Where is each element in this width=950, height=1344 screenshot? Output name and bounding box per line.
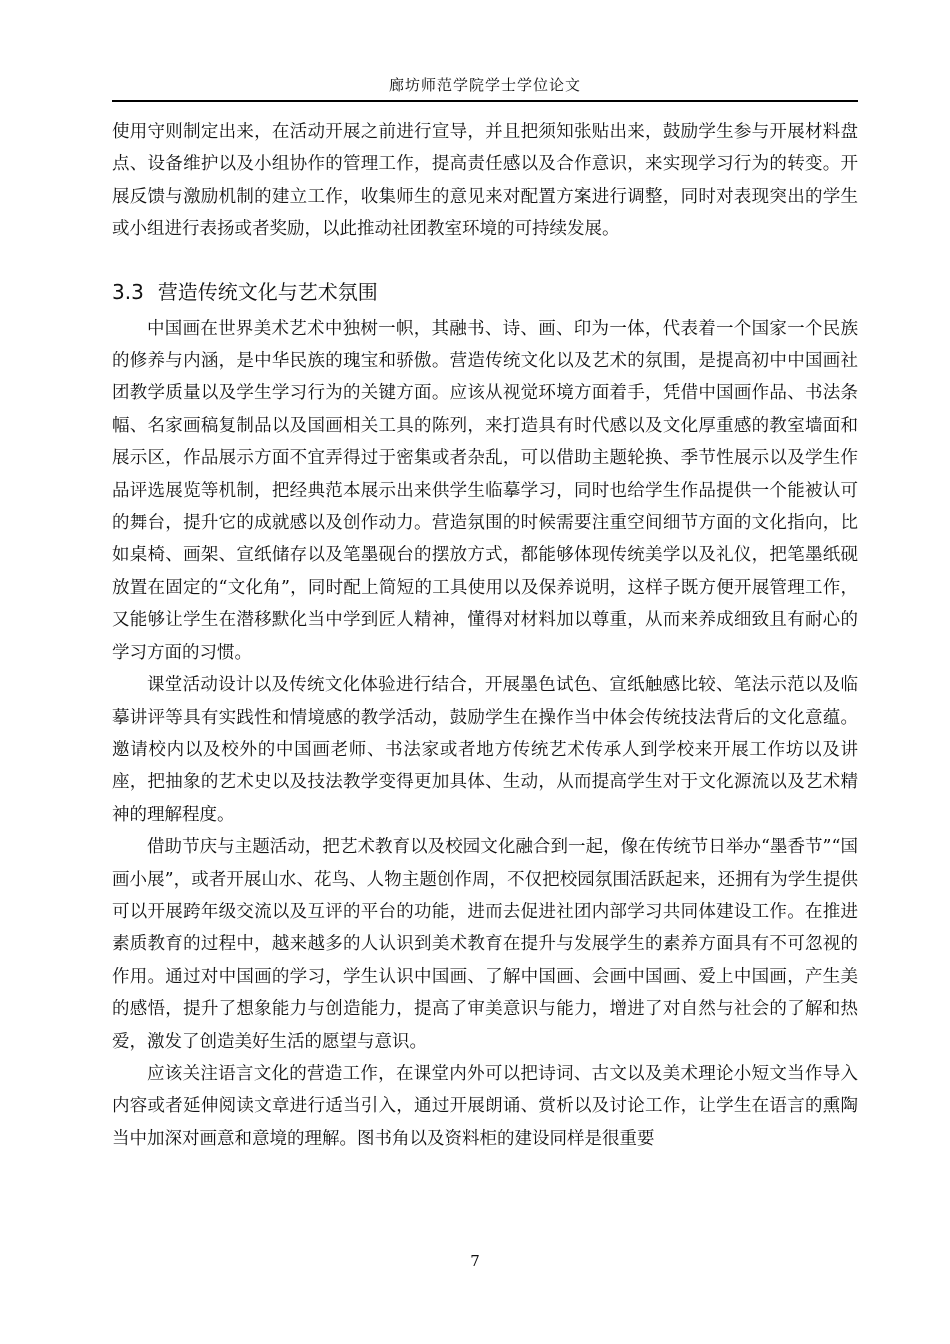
section-number: 3.3 (112, 279, 144, 304)
section-heading (112, 276, 858, 305)
page-body (112, 116, 858, 1155)
page-number: 7 (470, 1252, 480, 1270)
running-header: 廊坊师范学院学士学位论文 (388, 76, 581, 94)
body-paragraph: 借助节庆与主题活动，把艺术教育以及校园文化融合到一起，像在传统节日举办“墨香节”“国画小展”，或者开展山水、花鸟、人物主题创作周，不仅把校园氛围活跃起来，还拥有为学生提供可以开展跨年级交流以及互评的平台的功能，进而去促进社团内部学习共同体建设工作。在推进素质教育的过程中，越来越多的人认识到美术教育在提升与发展学生的素养方面具有不可忽视的作用。通过对中国画的学习，学生认识中国画、了解中国画、会画中国画、爱上中国画，产生美的感悟，提升了想象能力与创造能力，提高了审美意识与能力，增进了对自然与社会的了解和热爱，激发了创造美好生活的愿望与意识。 (112, 837, 858, 1052)
body-paragraph: 应该关注语言文化的营造工作，在课堂内外可以把诗词、古文以及美术理论小短文当作导入内容或者延伸阅读文章进行适当引入，通过开展朗诵、赏析以及讨论工作，让学生在语言的熏陶当中加深对画意和意境的理解。图书角以及资料柜的建设同样是很重要 (112, 1063, 858, 1149)
section-title: 营造传统文化与艺术氛围 (157, 279, 378, 304)
body-paragraph: 课堂活动设计以及传统文化体验进行结合，开展墨色试色、宣纸触感比较、笔法示范以及临摹讲评等具有实践性和情境感的教学活动，鼓励学生在操作当中体会传统技法背后的文化意蕴。邀请校内以及校外的中国画老师、书法家或者地方传统艺术传承人到学校来开展工作坊以及讲座，把抽象的艺术史以及技法教学变得更加具体、生动，从而提高学生对于文化源流以及艺术精神的理解程度。 (112, 675, 858, 825)
continued-paragraph: 使用守则制定出来，在活动开展之前进行宣导，并且把须知张贴出来，鼓励学生参与开展材料盘点、设备维护以及小组协作的管理工作，提高责任感以及合作意识，来实现学习行为的转变。开展反馈与激励机制的建立工作，收集师生的意见来对配置方案进行调整，同时对表现突出的学生或小组进行表扬或者奖励，以此推动社团教室环境的可持续发展。 (112, 122, 858, 240)
body-paragraph: 中国画在世界美术艺术中独树一帜，其融书、诗、画、印为一体，代表着一个国家一个民族的修养与内涵，是中华民族的瑰宝和骄傲。营造传统文化以及艺术的氛围，是提高初中中国画社团教学质量以及学生学习行为的关键方面。应该从视觉环境方面着手，凭借中国画作品、书法条幅、名家画稿复制品以及国画相关工具的陈列，来打造具有时代感以及文化厚重感的教室墙面和展示区，作品展示方面不宜弄得过于密集或者杂乱，可以借助主题轮换、季节性展示以及学生作品评选展览等机制，把经典范本展示出来供学生临摹学习，同时也给学生作品提供一个能被认可的舞台，提升它的成就感以及创作动力。营造氛围的时候需要注重空间细节方面的文化指向，比如桌椅、画架、宣纸储存以及笔墨砚台的摆放方式，都能够体现传统美学以及礼仪，把笔墨纸砚放置在固定的“文化角”，同时配上简短的工具使用以及保养说明，这样子既方便开展管理工作，又能够让学生在潜移默化当中学到匠人精神，懂得对材料加以尊重，从而来养成细致且有耐心的学习方面的习惯。 (112, 318, 858, 663)
header-rule (112, 100, 858, 102)
